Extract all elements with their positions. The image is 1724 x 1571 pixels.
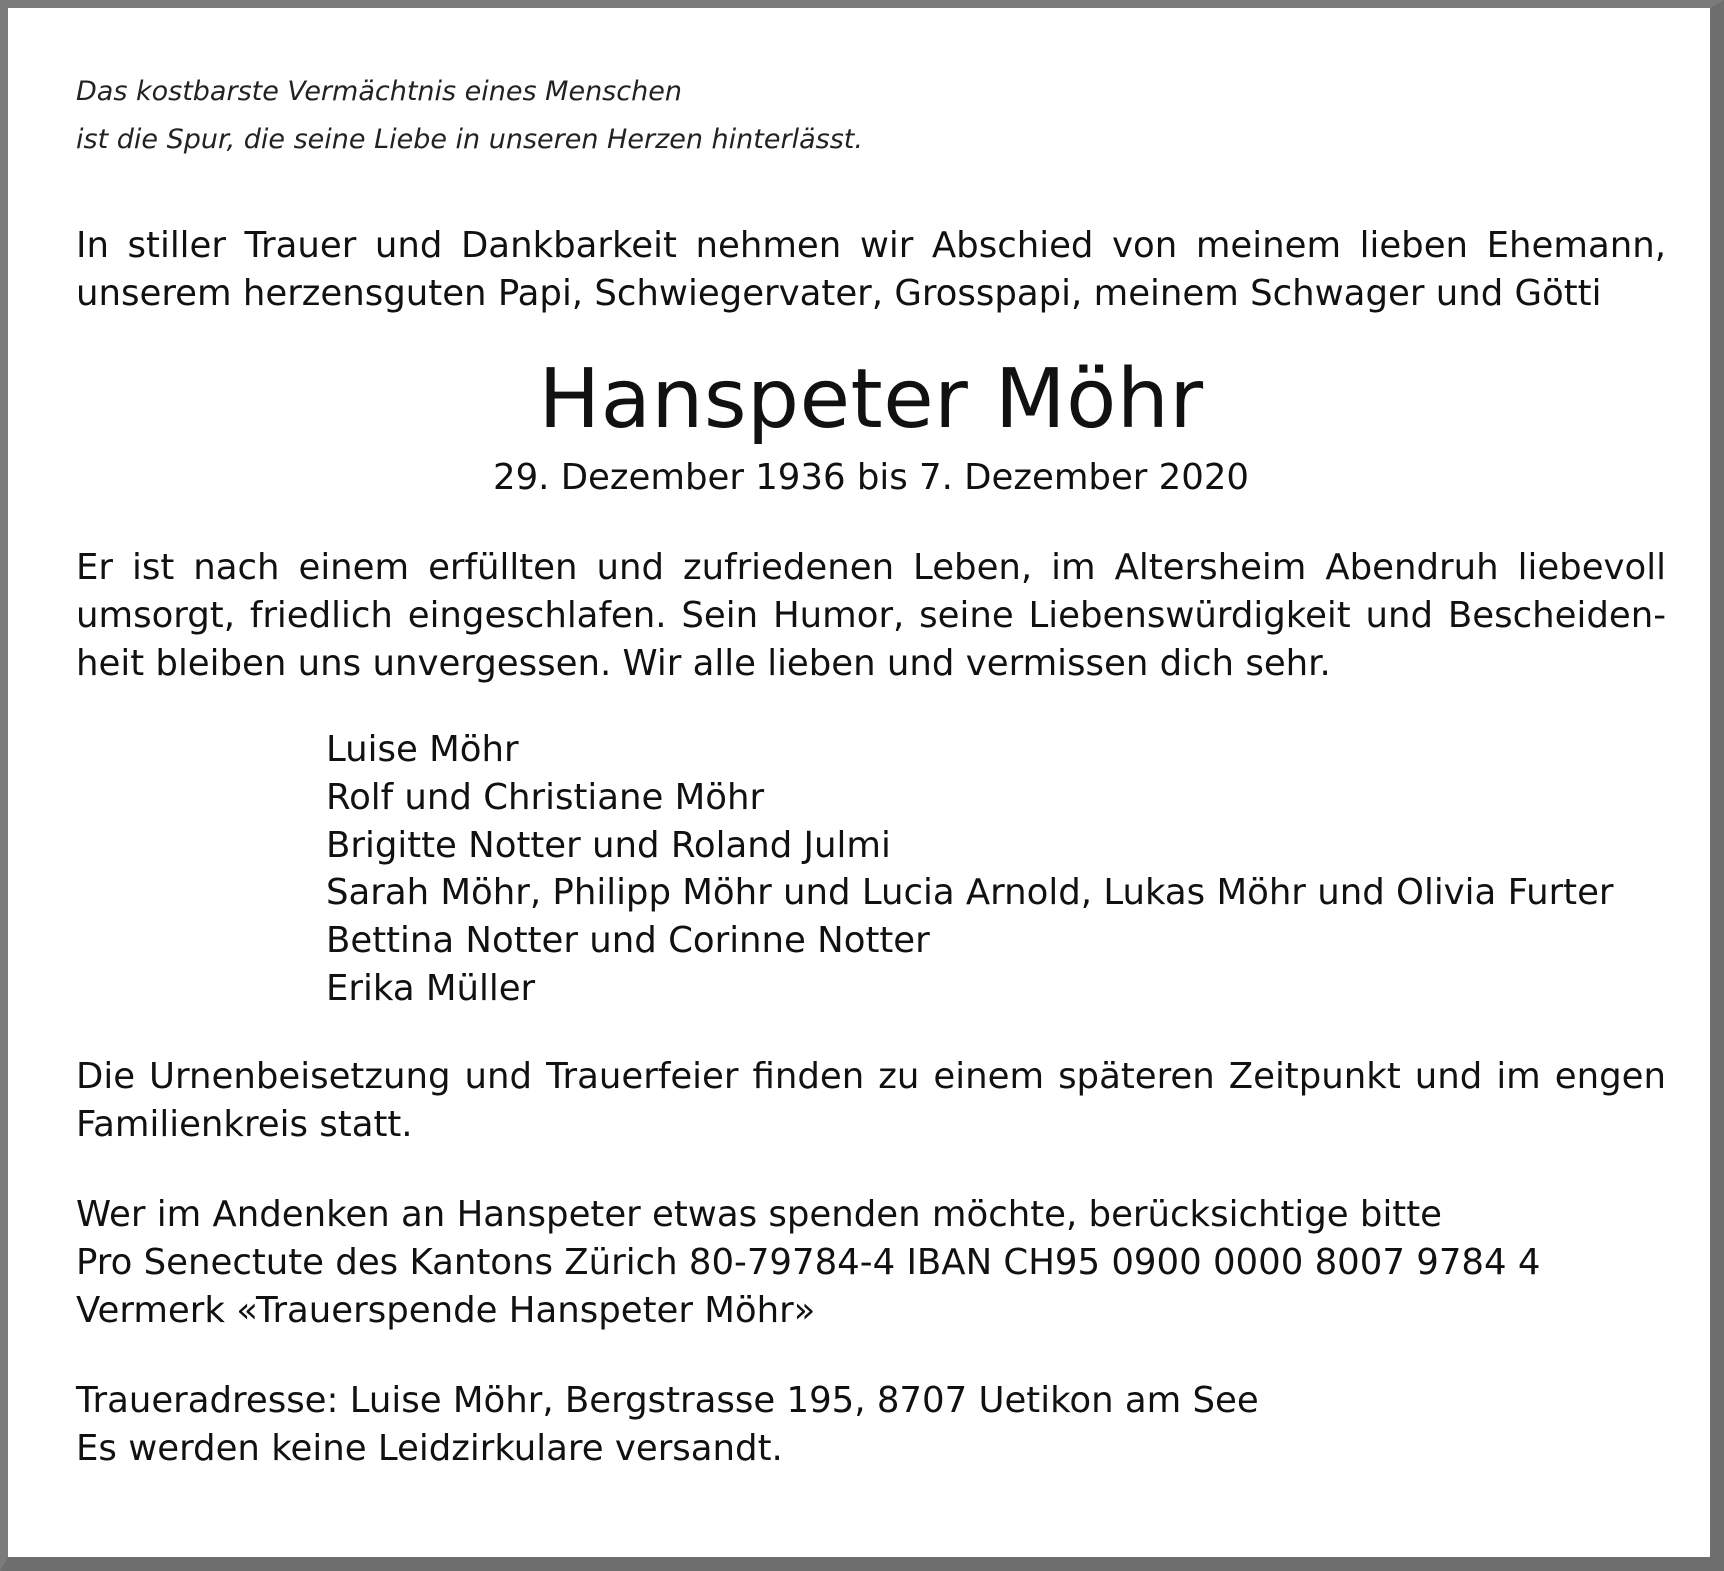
service-paragraph [76,1053,1666,1149]
life-dates: 29. Dezember 1936 bis 7. Dezember 2020 [492,457,1250,498]
intro-paragraph [76,222,1666,318]
motto-line-1: Das kostbarste Vermächtnis eines Menschen [76,76,682,107]
tribute-line-2: umsorgt, friedlich eingeschlafen. Sein Humor, seine Liebenswürdigkeit und Bescheiden- [76,595,1666,636]
mourner-entry: Bettina Notter und Corinne Notter [326,920,930,962]
intro-line-1: In stiller Trauer und Dankbarkeit nehmen wir Abschied von meinem lieben Ehemann, [76,225,1666,266]
address-line-1: Traueradresse: Luise Möhr, Bergstrasse 195, 8707 Uetikon am See [76,1379,1259,1421]
mourner-entry: Luise Möhr [326,729,519,770]
obituary-content [76,68,1666,1473]
tribute-paragraph [76,544,1666,688]
donation-paragraph [76,1191,1666,1335]
deceased-name: Hanspeter Möhr [538,352,1204,447]
mourner-entry: Rolf und Christiane Möhr [326,776,765,818]
donation-line-2: Pro Senectute des Kantons Zürich 80-79784-4 IBAN CH95 0900 0000 8007 9784 4 [76,1241,1541,1283]
motto-quote [76,68,1666,164]
mourner-entry: Erika Müller [326,967,536,1009]
address-line-2: Es werden keine Leidzirkulare versandt. [76,1427,783,1469]
service-line-1: Die Urnenbeisetzung und Trauerfeier finden zu einem späteren Zeitpunkt und im engen [76,1055,1666,1097]
tribute-line-3: heit bleiben uns unvergessen. Wir alle lieben und vermissen dich sehr. [76,643,1331,684]
tribute-line-1: Er ist nach einem erfüllten und zufriedenen Leben, im Altersheim Abendruh liebevoll [76,547,1666,588]
donation-line-3: Vermerk «Trauerspende Hanspeter Möhr» [76,1289,816,1331]
mourner-entry: Brigitte Notter und Roland Julmi [326,824,891,866]
address-paragraph [76,1377,1666,1473]
mourner-entry: Sarah Möhr, Philipp Möhr und Lucia Arnold, Lukas Möhr und Olivia Furter [326,872,1614,914]
donation-line-1: Wer im Andenken an Hanspeter etwas spenden möchte, berücksichtige bitte [76,1193,1442,1235]
motto-line-2: ist die Spur, die seine Liebe in unseren Herzen hinterlässt. [76,124,863,155]
mourners-list [326,726,1666,1013]
service-line-2: Familienkreis statt. [76,1103,413,1145]
intro-line-2: unserem herzensguten Papi, Schwiegervater, Grosspapi, meinem Schwager und Götti [76,273,1602,314]
